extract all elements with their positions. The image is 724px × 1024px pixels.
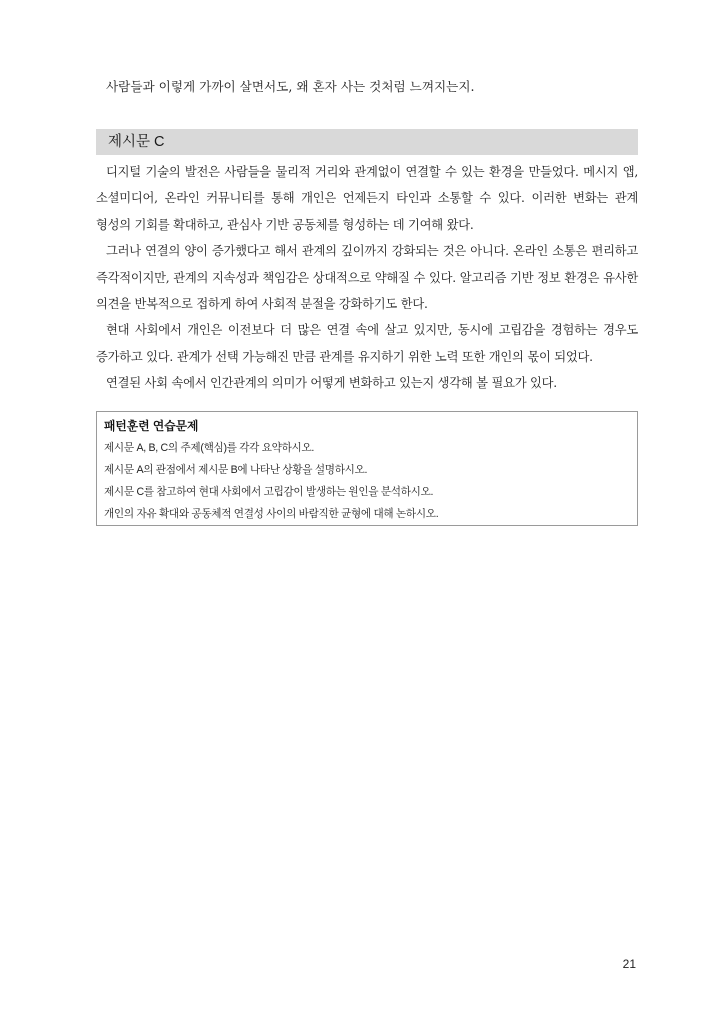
intro-line: 사람들과 이렇게 가까이 살면서도, 왜 혼자 사는 것처럼 느껴지는지. bbox=[106, 79, 475, 94]
paragraph: 현대 사회에서 개인은 이전보다 더 많은 연결 속에 살고 있지만, 동시에 고립감을 경험하는 경우도 증가하고 있다. 관계가 선택 가능해진 만큼 관계를 유지하기 위한 노력 또한 개인의 몫이 되었다. bbox=[96, 323, 638, 364]
practice-item: 제시문 C를 참고하여 현대 사회에서 고립감이 발생하는 원인을 분석하시오. bbox=[104, 486, 434, 498]
paragraph: 그러나 연결의 양이 증가했다고 해서 관계의 깊이까지 강화되는 것은 아니다. 온라인 소통은 편리하고 즉각적이지만, 관계의 지속성과 책임감은 상대적으로 약해질 수 있다. 알고리즘 기반 정보 환경은 유사한 의견을 반복적으로 접하게 하여 사회적 분절을 강화하기도 한다. bbox=[96, 244, 638, 312]
section-body bbox=[96, 159, 638, 397]
practice-title: 패턴훈련 연습문제 bbox=[104, 419, 199, 433]
section-title: 제시문 C bbox=[96, 129, 638, 155]
paragraph: 연결된 사회 속에서 인간관계의 의미가 어떻게 변화하고 있는지 생각해 볼 필요가 있다. bbox=[106, 376, 557, 391]
practice-item: 제시문 A의 관점에서 제시문 B에 나타난 상황을 설명하시오. bbox=[104, 464, 368, 476]
paragraph: 디지털 기술의 발전은 사람들을 물리적 거리와 관계없이 연결할 수 있는 환경을 만들었다. 메시지 앱, 소셜미디어, 온라인 커뮤니티를 통해 개인은 언제든지 타인과 소통할 수 있다. 이러한 변화는 관계 형성의 기회를 확대하고, 관심사 기반 공동체를 형성하는 데 기여해 왔다. bbox=[96, 165, 638, 232]
practice-item: 개인의 자유 확대와 공동체적 연결성 사이의 바람직한 균형에 대해 논하시오. bbox=[104, 508, 439, 520]
page-number: 21 bbox=[622, 957, 636, 971]
practice-item: 제시문 A, B, C의 주제(핵심)를 각각 요약하시오. bbox=[104, 442, 315, 454]
practice-box bbox=[96, 411, 638, 526]
